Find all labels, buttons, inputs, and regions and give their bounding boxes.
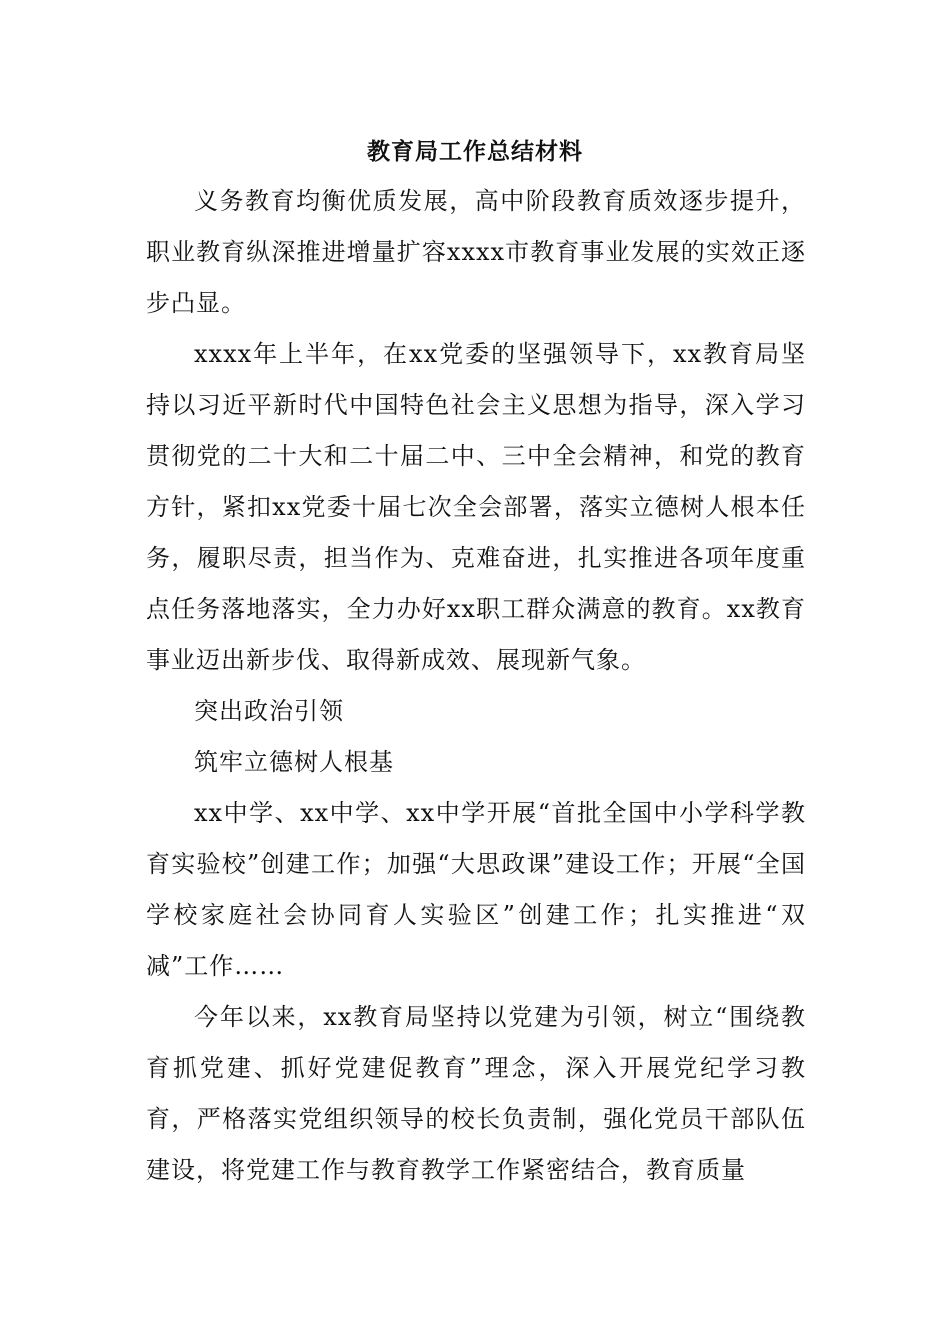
paragraph-intro: 义务教育均衡优质发展，高中阶段教育质效逐步提升，职业教育纵深推进增量扩容xxxx市教育事业发展的实效正逐步凸显。 [146,187,806,317]
document-title: 教育局工作总结材料 [367,138,583,165]
section-heading-political-leadership: 突出政治引领 [194,697,344,725]
paragraph-party-building: 今年以来，xx教育局坚持以党建为引领，树立“围绕教育抓党建、抓好党建促教育”理念，深入开展党纪学习教育，严格落实党组织领导的校长负责制，强化党员干部队伍建设，将党建工作与教育教学工作紧密结合，教育质量 [146,1003,806,1184]
paragraph-school-initiatives: xx中学、xx中学、xx中学开展“首批全国中小学科学教育实验校”创建工作；加强“大思政课”建设工作；开展“全国学校家庭社会协同育人实验区”创建工作；扎实推进“双减”工作…… [146,799,806,980]
section-heading-moral-foundation: 筑牢立德树人根基 [194,748,394,776]
document-body [146,176,806,1196]
paragraph-summary: xxxx年上半年，在xx党委的坚强领导下，xx教育局坚持以习近平新时代中国特色社会主义思想为指导，深入学习贯彻党的二十大和二十届二中、三中全会精神，和党的教育方针，紧扣xx党委十届七次全会部署，落实立德树人根本任务，履职尽责，担当作为、克难奋进，扎实推进各项年度重点任务落地落实，全力办好xx职工群众满意的教育。xx教育事业迈出新步伐、取得新成效、展现新气象。 [146,340,806,674]
